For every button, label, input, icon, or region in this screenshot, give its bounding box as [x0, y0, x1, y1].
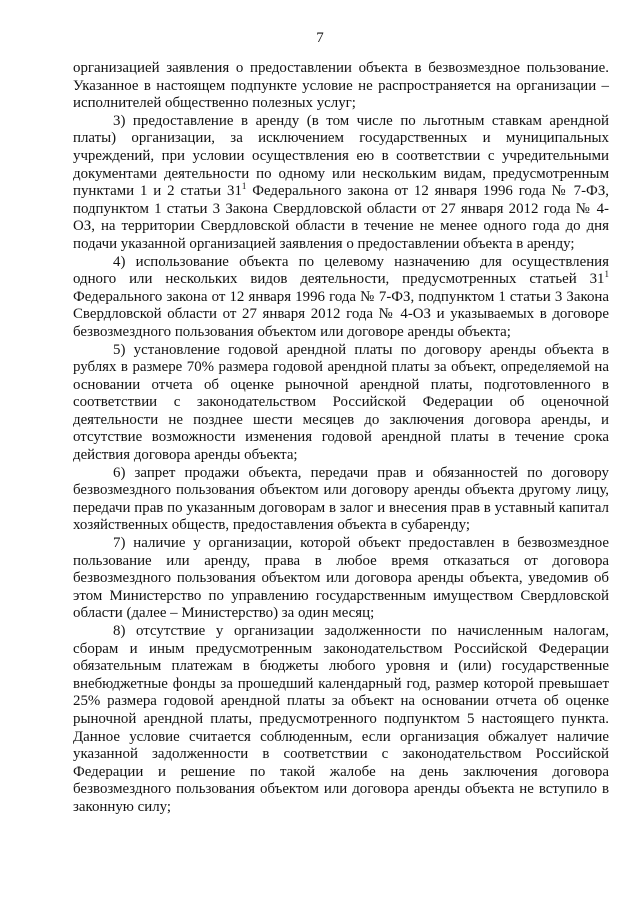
- paragraph-item-4: [73, 254, 609, 342]
- paragraph-text: Федерального закона от 12 января 1996 года № 7-ФЗ, подпунктом 1 статьи 3 Закона Свердловской области от 27 января 2012 года № 4-ОЗ и указываемых в договоре безвозмездного пользования объектом или договоре аренды объекта;: [73, 288, 609, 340]
- paragraph-intro: [73, 60, 609, 113]
- paragraph-text: 8) отсутствие у организации задолженности по начисленным налогам, сборам и иным предусмотренным законодательством Российской Федерации обязательным платежам в бюджеты любого уровня и (или) государственные внебюджетные фонды за прошедший календарный год, размер которой превышает 25% размера годовой арендной платы за объект на основании отчета об оценке рыночной арендной платы, предусмотренного подпунктом 5 настоящего пункта. Данное условие считается соблюденным, если организация обжалует наличие указанной задолженности в соответствии с законодательством Российской Федерации и решение по такой жалобе на день заключения договора безвозмездного пользования объектом или договора аренды объекта не вступило в законную силу;: [73, 623, 609, 815]
- paragraph-text: 6) запрет продажи объекта, передачи прав и обязанностей по договору безвозмездного пользования объектом или договору аренды объекта другому лицу, передачи прав по указанным договорам в залог и внесения прав в уставный капитал хозяйственных обществ, предоставления объекта в субаренду;: [73, 464, 609, 534]
- paragraph-text: 4) использование объекта по целевому назначению для осуществления одного или нескольких видов деятельности, предусмотренных статьей 31: [73, 253, 609, 288]
- paragraph-text: 7) наличие у организации, которой объект предоставлен в безвозмездное пользование или аренду, права в любое время отказаться от договора безвозмездного пользования объектом или договора аренды объекта, уведомив об этом Министерство по управлению государственным имуществом Свердловской области (далее – Министерство) за один месяц;: [73, 535, 609, 622]
- superscript: 1: [241, 181, 247, 192]
- paragraph-text: организацией заявления о предоставлении объекта в безвозмездное пользование. Указанное в настоящем подпункте условие не распространяется на организации – исполнителей общественно полезных услуг;: [73, 60, 609, 112]
- paragraph-item-6: [73, 465, 609, 535]
- page-number: 7: [316, 30, 324, 46]
- paragraph-text: 5) установление годовой арендной платы по договору аренды объекта в рублях в размере 70% размера годовой арендной платы за объект, определяемой на основании отчета об оценке рыночной арендной платы, подготовленного в соответствии с законодательством Российской Федерации об оценочной деятельности не позднее шести месяцев до заключения договора аренды, и отсутствие возможности изменения годовой арендной платы в течение срока действия договора аренды объекта;: [73, 341, 609, 464]
- paragraph-item-3: [73, 113, 609, 254]
- paragraph-item-7: [73, 535, 609, 623]
- paragraph-text: Федерального закона от 12 января 1996 года № 7-ФЗ, подпунктом 1 статьи 3 Закона Свердловской области от 27 января 2012 года № 4-ОЗ, на территории Свердловской области в течение не менее одного года до дня подачи указанной организацией заявления о предоставлении объекта в аренду;: [73, 183, 610, 252]
- document-body: [73, 60, 609, 817]
- paragraph-item-8: [73, 623, 609, 817]
- paragraph-item-5: [73, 342, 609, 465]
- paragraph-text: 3) предоставление в аренду (в том числе по льготным ставкам арендной платы) организации, за исключением государственных и муниципальных учреждений, при условии осуществления ею в соответствии с учредительными документами деятельности по одному или нескольким видам, предусмотренным пунктами 1 и 2 статьи 31: [73, 112, 609, 200]
- superscript: 1: [604, 269, 609, 280]
